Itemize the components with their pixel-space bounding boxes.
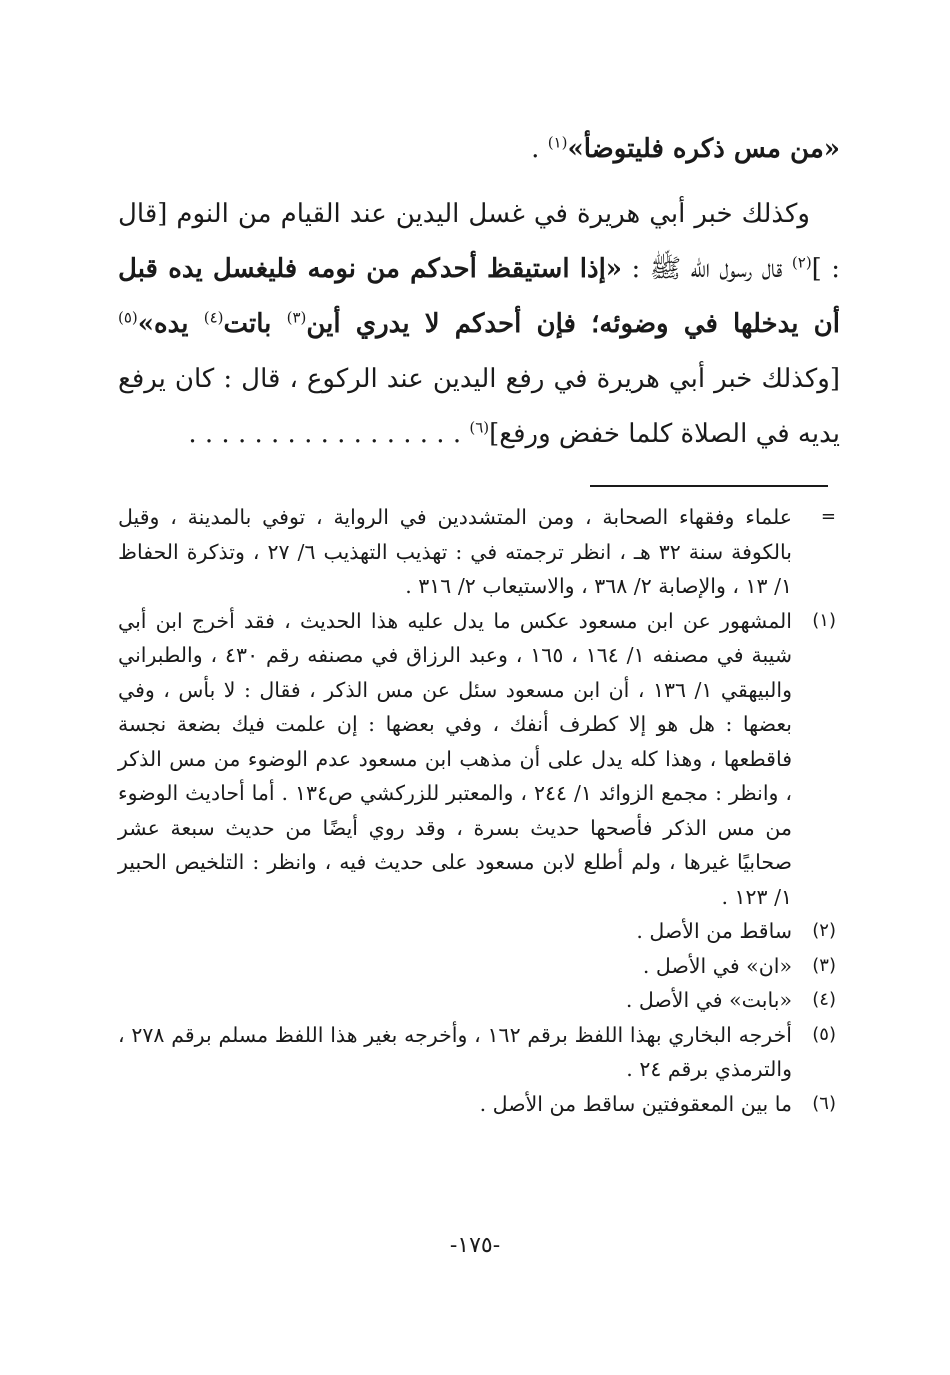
footnote-text: «بابت» في الأصل . <box>625 988 792 1012</box>
footnote-ref-4: (٤) <box>203 308 224 327</box>
footnote-marker: = <box>820 506 836 527</box>
footnote-ref-1: (١) <box>547 133 568 152</box>
paragraph-tail: [وكذلك خبر أبي هريرة في رفع اليدين عند الركوع ، قال : كان يرفع يديه في الصلاة كلما خفض ورفع] <box>118 364 840 449</box>
hadith-text-a: «إذا استيقظ أحدكم من نومه فليغسل يده قبل أن يدخلها في وضوئه؛ فإن أحدكم لا يدري أين <box>118 254 840 339</box>
footnote-ref-6: (٦) <box>469 418 490 437</box>
footnote-4 <box>118 983 836 1018</box>
footnote-continuation <box>118 500 836 604</box>
footnote-ref-3: (٣) <box>286 308 307 327</box>
hadith-quote: «من مس ذكره فليتوضأ» <box>567 134 840 164</box>
footnotes <box>118 500 836 1121</box>
sentence-end: . <box>531 134 548 164</box>
footnote-text: المشهور عن ابن مسعود عكس ما يدل عليه هذا الحديث ، فقد أخرج ابن أبي شيبة في مصنفه ١/ ١٦٤ ، ١٦٥ ، وعبد الرزاق في مصنفه رقم ٤٣٠ ، والطبراني والبيهقي ١/ ١٣٦ ، أن ابن مسعود سئل عن مس الذكر ، فقال : لا بأس ، وفي بعضها : هل هو إلا كطرف أنفك ، وفي بعضها : إن علمت فيك بضعة نجسة فاقطعها ، وهذا كله يدل على أن مذهب ابن مسعود عدم الوضوء من مس الذكر ، وانظر : مجمع الزوائد ١/ ٢٤٤ ، والمعتبر للزركشي ص١٣٤ . أما أحاديث الوضوء من مس الذكر فأصحها حديث بسرة ، وقد روي أيضًا من حديث سبعة عشر صحابيًا غيرها ، ولم أطلع لابن مسعود على حديث فيه ، وانظر : التلخيص الحبير ١/ ١٢٣ . <box>118 608 793 909</box>
hadith-text-b: باتت <box>223 309 287 339</box>
footnote-text: أخرجه البخاري بهذا اللفظ برقم ١٦٢ ، وأخرجه بغير هذا اللفظ مسلم برقم ٢٧٨ ، والترمذي برقم ٢٤ . <box>118 1022 792 1081</box>
footnote-text: «ان» في الأصل . <box>642 953 792 978</box>
footnote-separator <box>590 485 828 487</box>
footnote-marker: (٤) <box>812 989 836 1010</box>
hadith-text-c: يده» <box>137 309 204 339</box>
footnote-text: ما بين المعقوفتين ساقط من الأصل . <box>479 1091 792 1116</box>
quote-intro: قال رسول الله ﷺ : <box>622 254 792 284</box>
footnote-ref-2: (٢) <box>791 253 812 272</box>
ellipsis-dots: . . . . . . . . . . . . . . . . . <box>188 419 470 449</box>
paragraph-1 <box>118 122 840 177</box>
main-text <box>118 122 840 462</box>
footnote-3 <box>118 949 836 984</box>
footnote-ref-5: (٥) <box>118 308 138 327</box>
footnote-1 <box>118 604 836 915</box>
footnote-marker: (٣) <box>812 954 836 976</box>
footnote-marker: (٦) <box>812 1092 836 1114</box>
footnote-text: ساقط من الأصل . <box>636 919 792 943</box>
footnote-marker: (٢) <box>812 920 836 941</box>
footnote-6 <box>118 1087 836 1122</box>
footnote-2 <box>118 914 836 949</box>
footnote-marker: (٥) <box>812 1023 836 1045</box>
paragraph-2 <box>118 187 840 462</box>
paragraph-intro: وكذلك خبر أبي هريرة في غسل اليدين عند القيام من النوم [قال : ] <box>118 199 841 284</box>
footnote-text: علماء وفقهاء الصحابة ، ومن المتشددين في الرواية ، توفي بالمدينة ، وقيل بالكوفة سنة ٣٢ هـ ، انظر ترجمته في : تهذيب التهذيب ٦/ ٢٧ ، وتذكرة الحفاظ ١/ ١٣ ، والإصابة ٢/ ٣٦٨ ، والاستيعاب ٢/ ٣١٦ . <box>118 505 793 598</box>
footnote-marker: (١) <box>812 609 836 631</box>
page-number: -١٧٥- <box>449 1233 501 1258</box>
footnote-5 <box>118 1018 836 1087</box>
